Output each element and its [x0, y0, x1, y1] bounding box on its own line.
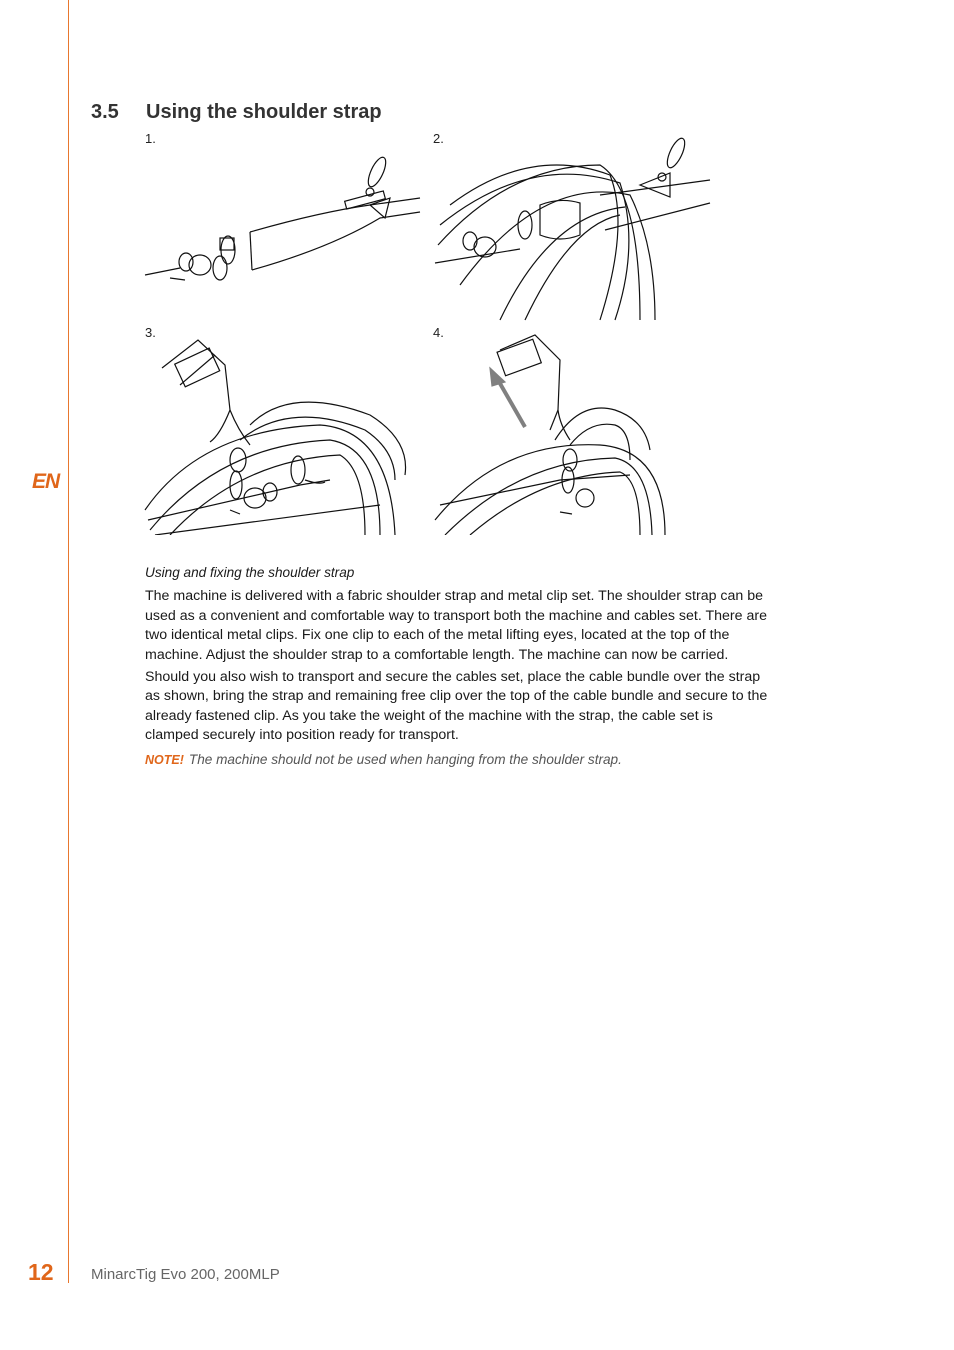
- figure-3-illustration: [140, 330, 425, 535]
- figure-caption: Using and fixing the shoulder strap: [145, 565, 355, 580]
- figure-1-label: 1.: [145, 131, 156, 146]
- figure-3-label: 3.: [145, 325, 156, 340]
- figure-2-label: 2.: [433, 131, 444, 146]
- paragraph-cable-transport: Should you also wish to transport and secure the cables set, place the cable bundle over the strap as shown, bring the strap and remaining free clip over the top of the cable bundle and secure to the already fastened clip. As you take the weight of the machine with the strap, the cable set is clamped securely into position ready for transport.: [145, 669, 768, 744]
- section-title: Using the shoulder strap: [146, 101, 382, 123]
- section-number: 3.5: [91, 101, 119, 123]
- figure-4-label: 4.: [433, 325, 444, 340]
- paragraph-strap-usage: The machine is delivered with a fabric shoulder strap and metal clip set. The shoulder strap can be used as a convenient and comfortable way to transport both the machine and cables set. There are two identical metal clips. Fix one clip to each of the metal lifting eyes, located at the top of the machine. Adjust the shoulder strap to a comfortable length. The machine can now be carried.: [145, 588, 767, 663]
- footer-rule: [68, 1262, 69, 1283]
- language-tab: EN: [32, 470, 60, 493]
- footer-product-name: MinarcTig Evo 200, 200MLP: [91, 1266, 280, 1283]
- margin-rule: [68, 0, 69, 1283]
- section-heading: [91, 101, 382, 124]
- note-text: The machine should not be used when hanging from the shoulder strap.: [188, 751, 622, 767]
- page-number: 12: [28, 1259, 54, 1285]
- figure-1-illustration: [140, 150, 425, 290]
- figure-2-illustration: [430, 135, 715, 321]
- note: [145, 750, 770, 770]
- body-text: [145, 563, 770, 770]
- note-label: NOTE!: [145, 752, 184, 767]
- figure-4-illustration: [430, 330, 715, 535]
